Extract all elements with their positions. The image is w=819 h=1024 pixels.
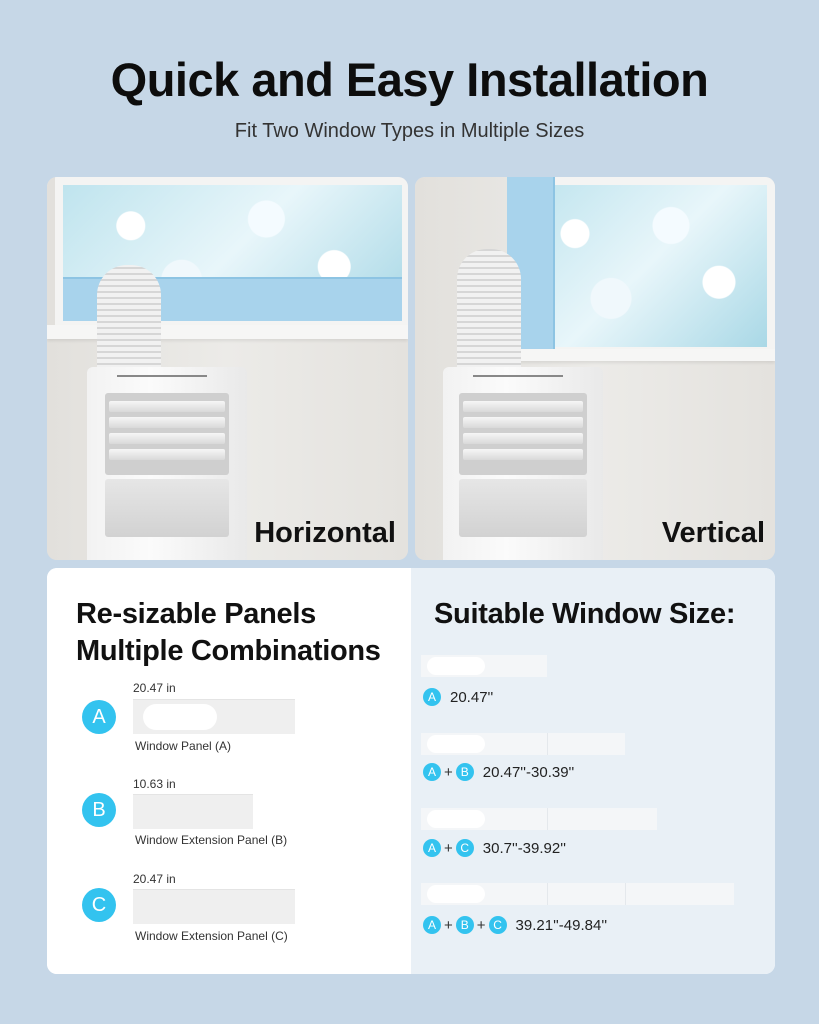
panel-c-graphic bbox=[133, 889, 295, 924]
info-card bbox=[47, 568, 775, 974]
badge-a: A bbox=[423, 688, 441, 706]
vertical-install-photo bbox=[415, 177, 775, 560]
combo-abc bbox=[423, 916, 607, 934]
combo-a-graphic bbox=[421, 655, 547, 677]
combo-ab bbox=[423, 763, 574, 781]
panels-heading-line1: Re-sizable Panels bbox=[76, 598, 316, 630]
badge-a: A bbox=[423, 763, 441, 781]
combo-ac bbox=[423, 839, 566, 857]
panels-heading-line2: Multiple Combinations bbox=[76, 635, 381, 667]
panel-a-name: Window Panel (A) bbox=[135, 739, 232, 753]
badge-a: A bbox=[423, 916, 441, 934]
air-conditioner-unit bbox=[87, 367, 247, 560]
panel-b-size: 10.63 in bbox=[133, 777, 176, 791]
combo-a bbox=[423, 688, 493, 706]
air-conditioner-unit bbox=[443, 367, 603, 560]
panel-b-badge: B bbox=[82, 793, 116, 827]
badge-b: B bbox=[456, 916, 474, 934]
panel-b-name: Window Extension Panel (B) bbox=[135, 833, 288, 847]
plus-sign: + bbox=[444, 763, 453, 781]
combo-ac-range: 30.7''-39.92'' bbox=[482, 839, 566, 857]
badge-c: C bbox=[456, 839, 474, 857]
combo-ab-graphic bbox=[421, 733, 625, 755]
combo-ac-graphic bbox=[421, 808, 657, 830]
panel-c-name: Window Extension Panel (C) bbox=[135, 929, 288, 943]
window-size-heading: Suitable Window Size: bbox=[434, 598, 736, 630]
panel-c-badge: C bbox=[82, 888, 116, 922]
plus-sign: + bbox=[476, 916, 486, 934]
combo-ab-range: 20.47''-30.39'' bbox=[482, 763, 575, 781]
page-subtitle: Fit Two Window Types in Multiple Sizes bbox=[234, 120, 585, 142]
horizontal-install-photo bbox=[47, 177, 408, 560]
window-frame bbox=[519, 177, 775, 355]
plus-sign: + bbox=[444, 916, 453, 934]
panels-section bbox=[47, 568, 411, 974]
combo-a-range: 20.47'' bbox=[450, 688, 494, 706]
panel-c-size: 20.47 in bbox=[133, 872, 176, 886]
panel-a-graphic bbox=[133, 699, 295, 734]
combo-abc-graphic bbox=[421, 883, 734, 905]
panel-a-badge: A bbox=[82, 700, 116, 734]
combo-abc-range: 39.21''-49.84'' bbox=[515, 916, 608, 934]
plus-sign: + bbox=[444, 839, 453, 857]
badge-a: A bbox=[423, 839, 441, 857]
panel-b-graphic bbox=[133, 794, 253, 829]
exhaust-hose bbox=[97, 265, 161, 375]
exhaust-hose bbox=[457, 249, 521, 375]
photo-label-vertical: Vertical bbox=[661, 517, 765, 549]
panel-a-size: 20.47 in bbox=[133, 681, 176, 695]
window-sill bbox=[507, 349, 775, 361]
badge-c: C bbox=[489, 916, 507, 934]
photo-label-horizontal: Horizontal bbox=[254, 517, 396, 549]
page-title: Quick and Easy Installation bbox=[110, 53, 709, 106]
badge-b: B bbox=[456, 763, 474, 781]
window-size-section bbox=[411, 568, 775, 974]
